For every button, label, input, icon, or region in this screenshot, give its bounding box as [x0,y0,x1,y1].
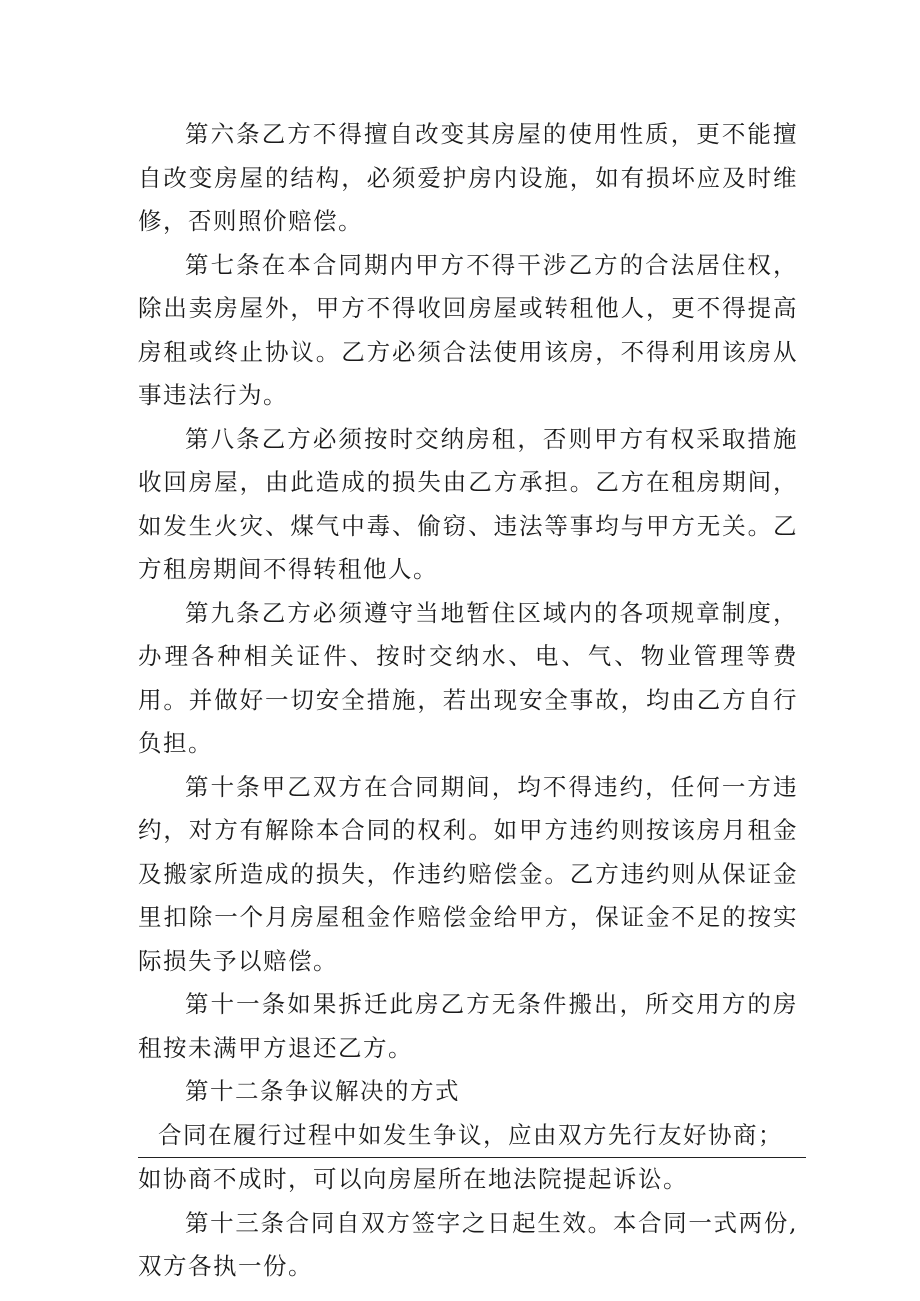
article-11: 第十一条如果拆迁此房乙方无条件搬出，所交用方的房租按未满甲方退还乙方。 [138,990,798,1062]
article-12-line-2: 如协商不成时，可以向房屋所在地法院提起诉讼。 [138,1165,688,1193]
article-10: 第十条甲乙双方在合同期间，均不得违约，任何一方违约，对方有解除本合同的权利。如甲方违约则按该房月租金及搬家所造成的损失，作违约赔偿金。乙方违约则从保证金里扣除一个月房屋租金作赔偿金给甲方，保证金不足的按实际损失予以赔偿。 [138,772,798,975]
article-6: 第六条乙方不得擅自改变其房屋的使用性质，更不能擅自改变房屋的结构，必须爱护房内设施，如有损坏应及时维修，否则照价赔偿。 [138,120,798,235]
article-8: 第八条乙方必须按时交纳房租，否则甲方有权采取措施收回房屋，由此造成的损失由乙方承担。乙方在租房期间，如发生火灾、煤气中毒、偷窃、违法等事均与甲方无关。乙方租房期间不得转租他人。 [138,424,798,583]
article-7: 第七条在本合同期内甲方不得干涉乙方的合法居住权，除出卖房屋外，甲方不得收回房屋或转租他人，更不得提高房租或终止协议。乙方必须合法使用该房，不得利用该房从事违法行为。 [138,250,798,409]
article-13: 第十三条合同自双方签字之日起生效。本合同一式两份,双方各执一份。 [138,1208,798,1280]
article-9: 第九条乙方必须遵守当地暂住区域内的各项规章制度，办理各种相关证件、按时交纳水、电、气、物业管理等费用。并做好一切安全措施，若出现安全事故，均由乙方自行负担。 [138,598,798,757]
contract-body [138,113,798,1289]
article-12-line-1: 合同在履行过程中如发生争议，应由双方先行友好协商； [138,1114,806,1159]
article-12-title: 第十二条争议解决的方式 [185,1077,460,1105]
article-12-body [138,1114,798,1202]
